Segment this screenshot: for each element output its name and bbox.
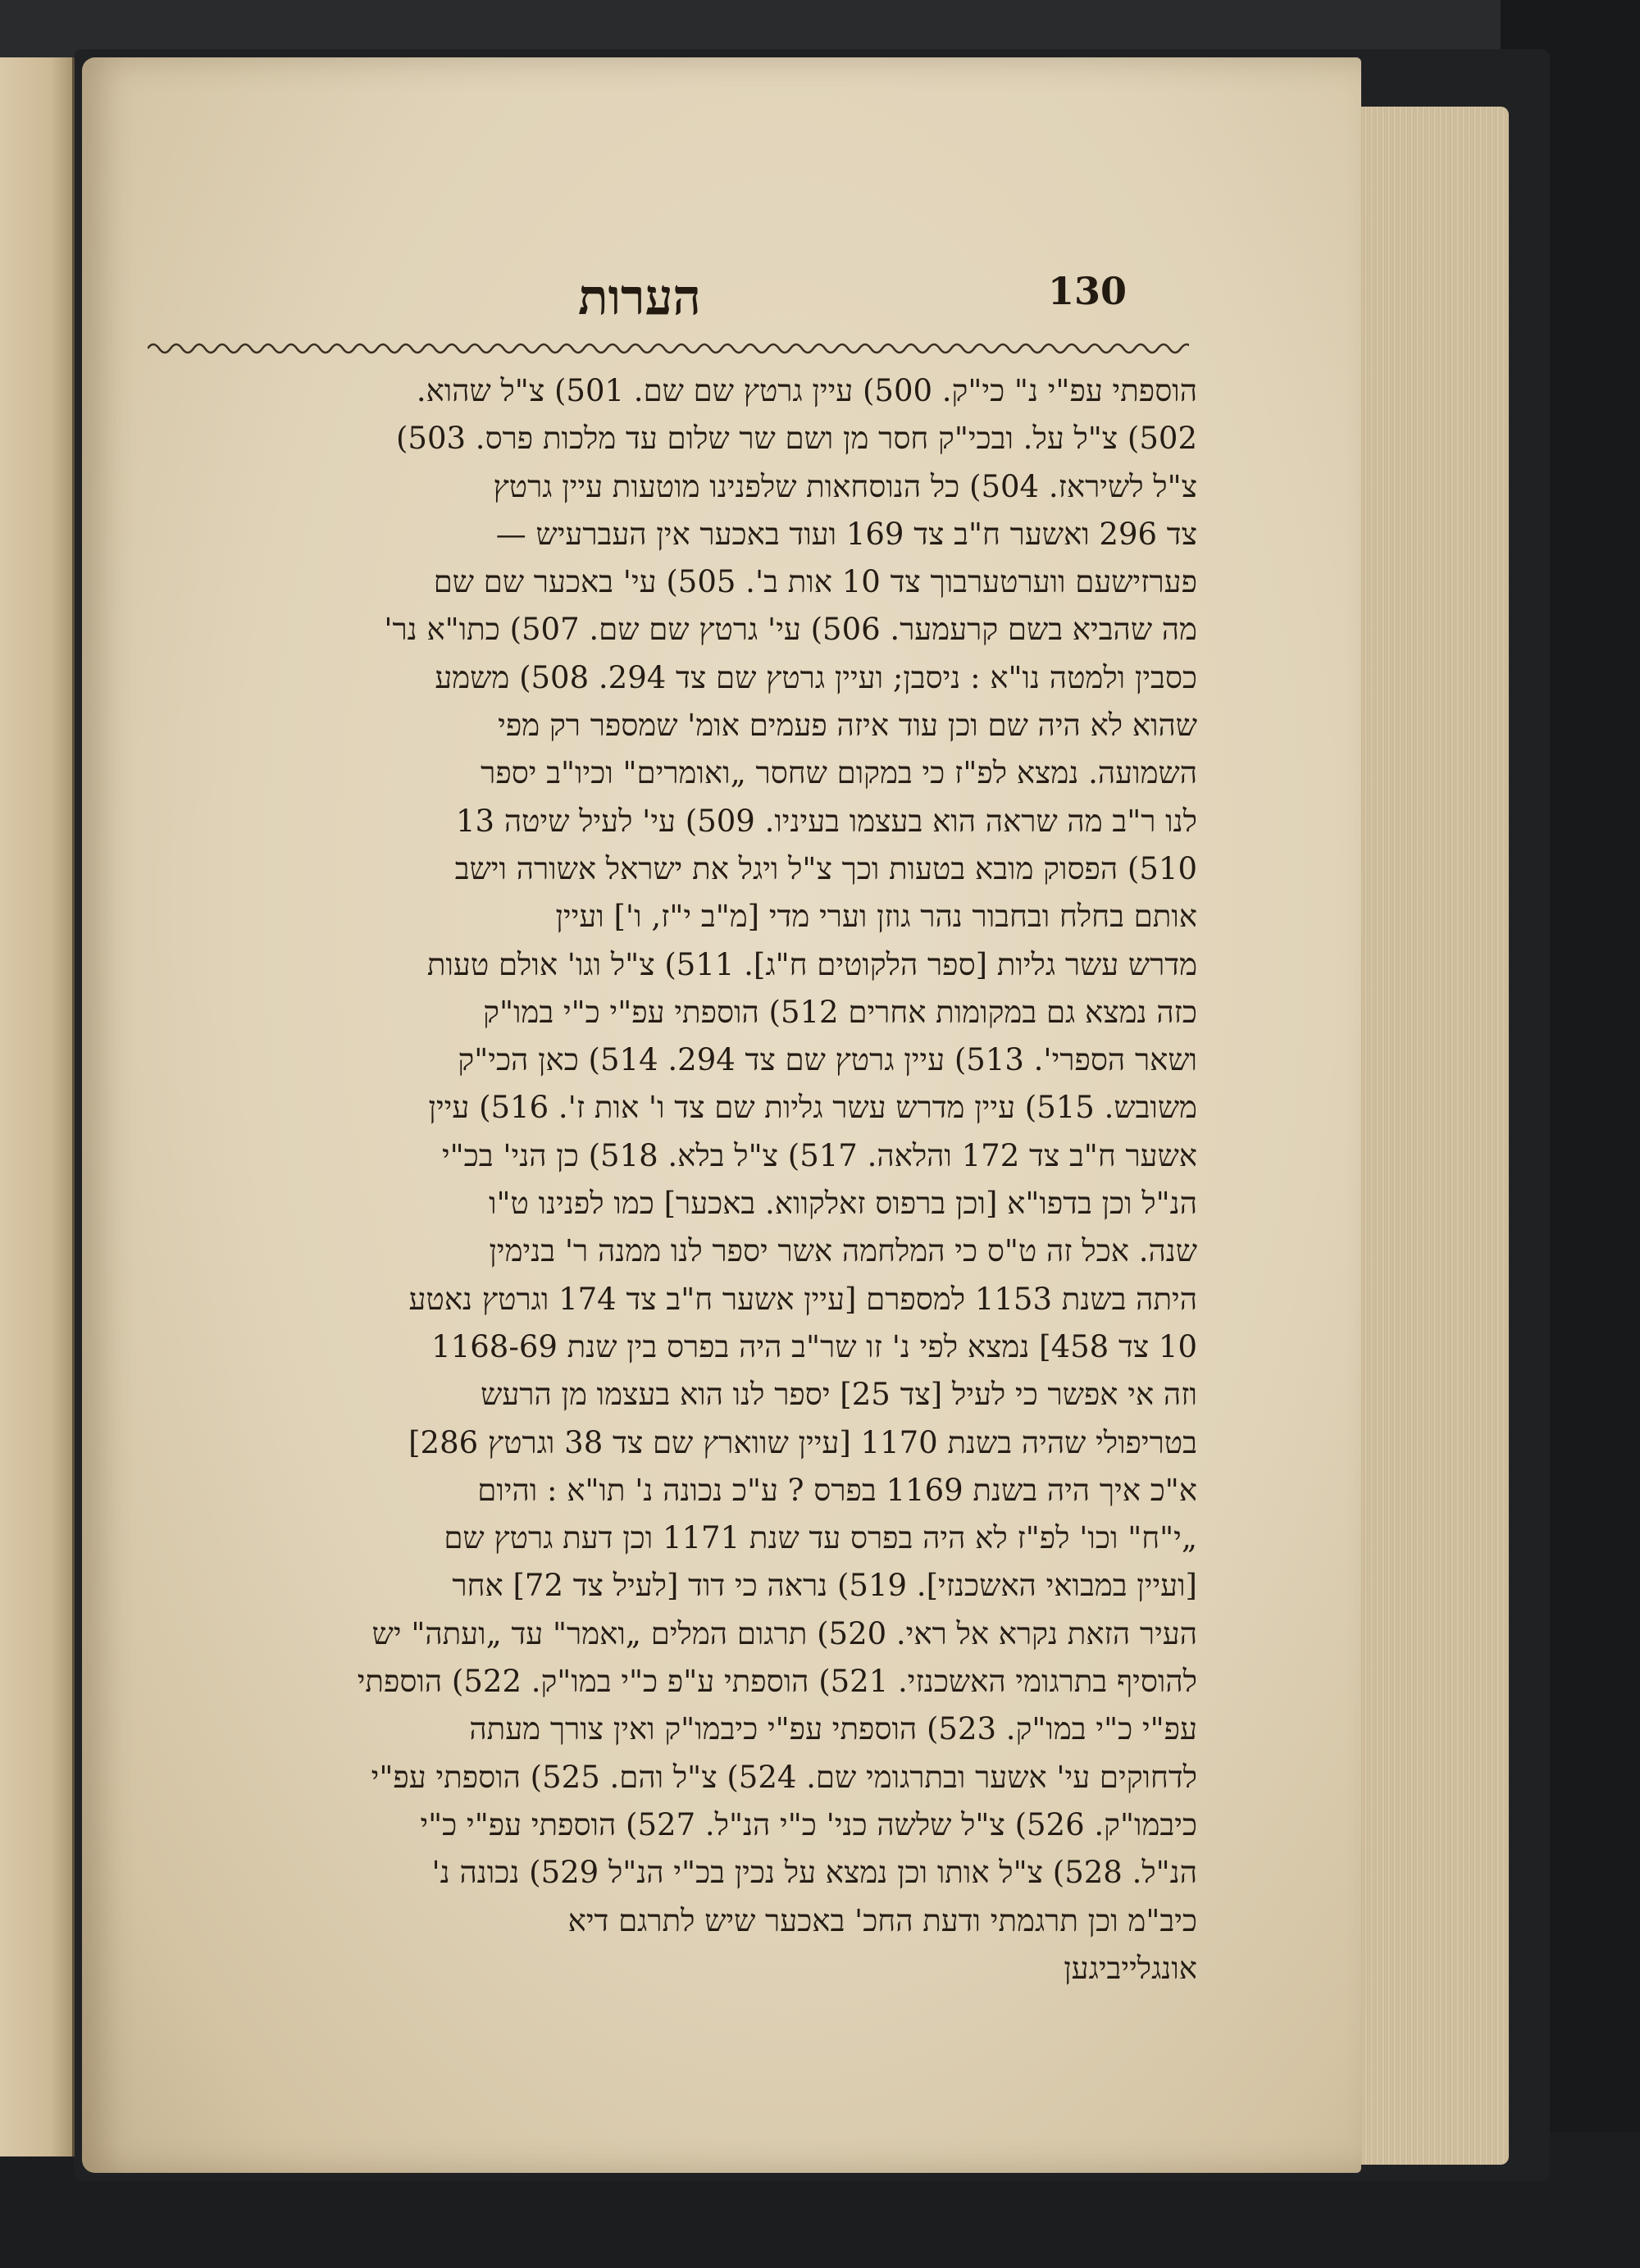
text-line: השמועה. נמצא לפ"ז כי במקום שחסר „ואומרים" וכיו"ב יספר	[481, 755, 1197, 791]
text-line: ושאר הספרי'. 513) עיין גרטץ שם צד 294. 514) כאן הכי"ק	[458, 1042, 1197, 1078]
wavy-rule-divider	[148, 336, 1189, 361]
notes-body	[148, 367, 1197, 2048]
text-line: הוספתי עפ"י נ" כי"ק. 500) עיין גרטץ שם שם. 501) צ"ל שהוא.	[416, 373, 1197, 408]
text-line: פערזישעם ווערטערבוך צד 10 אות ב'. 505) עי' באכער שם שם	[433, 564, 1197, 600]
text-line: [ועיין במבואי האשכנזי]. 519) נראה כי דוד [לעיל צד 72] אחר	[452, 1568, 1197, 1604]
page-header	[82, 57, 1361, 336]
text-line: העיר הזאת נקרא אל ראי. 520) תרגום המלים „ואמר" עד „ועתה" יש	[371, 1615, 1197, 1651]
right-page	[82, 57, 1361, 2173]
text-line: עפ"י כ"י במו"ק. 523) הוספתי עפ"י כיבמו"ק ואין צורך מעתה	[469, 1711, 1197, 1747]
text-line: כיב"מ וכן תרגמתי ודעת החכ' באכער שיש לתרגם דיא	[567, 1902, 1197, 1938]
text-line: 502) צ"ל על. ובכי"ק חסר מן ושם שר שלום עד מלכות פרס. 503)	[395, 421, 1197, 457]
page-stack-edge	[1345, 107, 1509, 2165]
text-line: שנה. אכל זה ט"ס כי המלחמה אשר יספר לנו ממנה ר' בנימין	[489, 1233, 1197, 1269]
text-line: 10 צד 458] נמצא לפי נ' זו שר"ב היה בפרס בין שנת 1168-69	[431, 1328, 1197, 1364]
left-page-edge	[0, 57, 75, 2156]
text-line: להוסיף בתרגומי האשכנזי. 521) הוספתי ע"פ כ"י במו"ק. 522) הוספתי	[357, 1664, 1197, 1700]
text-line: היתה בשנת 1153 למספרם [עיין אשער ח"ב צד 174 וגרטץ נאטע	[408, 1281, 1197, 1317]
text-line: כזה נמצא גם במקומות אחרים 512) הוספתי עפ"י כ"י במו"ק	[483, 994, 1197, 1030]
text-line: א"כ איך היה בשנת 1169 בפרס ? ע"כ נכונה נ' תו"א : והיום	[477, 1472, 1197, 1508]
text-line: מדרש עשר גליות [ספר הלקוטים ח"ג]. 511) צ"ל וגו' אולם טעות	[426, 946, 1197, 982]
text-line: וזה אי אפשר כי לעיל [צד 25] יספר לנו הוא בעצמו מן הרעש	[481, 1377, 1197, 1413]
text-line: שהוא לא היה שם וכן עוד איזה פעמים אומ' שמספר רק מפי	[498, 708, 1197, 744]
text-line: כסבין ולמטה נו"א : ניסבן; ועיין גרטץ שם צד 294. 508) משמע	[435, 659, 1197, 695]
text-line: מה שהביא בשם קרעמער. 506) עי' גרטץ שם שם. 507) כתו"א נר'	[384, 612, 1197, 648]
text-line: „י"ח" וכו' לפ"ז לא היה בפרס עד שנת 1171 וכן דעת גרטץ שם	[444, 1520, 1197, 1556]
text-line: משובש. 515) עיין מדרש עשר גליות שם צד ו' אות ז'. 516) עיין	[428, 1090, 1197, 1126]
text-line: אונגלייביגען	[1064, 1950, 1197, 1986]
text-line: צד 296 ואשער ח"ב צד 169 ועוד באכער אין העברעיש —	[495, 516, 1197, 552]
text-line: צ"ל לשיראז. 504) כל הנוסחאות שלפנינו מוטעות עיין גרטץ	[493, 468, 1197, 504]
text-line: הנ"ל. 528) צ"ל אותו וכן נמצא על נכין בכ"י הנ"ל 529) נכונה נ'	[431, 1855, 1197, 1891]
text-line: כיבמו"ק. 526) צ"ל שלשה כני' כ"י הנ"ל. 527) הוספתי עפ"י כ"י	[420, 1806, 1197, 1842]
text-line: אשער ח"ב צד 172 והלאה. 517) צ"ל בלא. 518) כן הני' בכ"י	[441, 1137, 1197, 1173]
text-line: לנו ר"ב מה שראה הוא בעצמו בעיניו. 509) עי' לעיל שיטה 13	[456, 803, 1197, 839]
text-line: לדחוקים עי' אשער ובתרגומי שם. 524) צ"ל והם. 525) הוספתי עפ"י	[371, 1759, 1197, 1795]
page-title: הערות	[578, 269, 701, 326]
page-number: 130	[1048, 269, 1128, 313]
text-line: הנ"ל וכן בדפו"א [וכן ברפוס זאלקווא. באכער] כמו לפנינו ט"ו	[489, 1186, 1197, 1222]
text-line: 510) הפסוק מובא בטעות וכך צ"ל ויגל את ישראל אשורה וישב	[454, 850, 1197, 886]
text-line: בטריפולי שהיה בשנת 1170 [עיין שווארץ שם צד 38 וגרטץ 286]	[408, 1424, 1197, 1460]
text-line: אותם בחלח ובחבור נהר גוזן וערי מדי [מ"ב י"ז, ו'] ועיין	[555, 899, 1197, 935]
